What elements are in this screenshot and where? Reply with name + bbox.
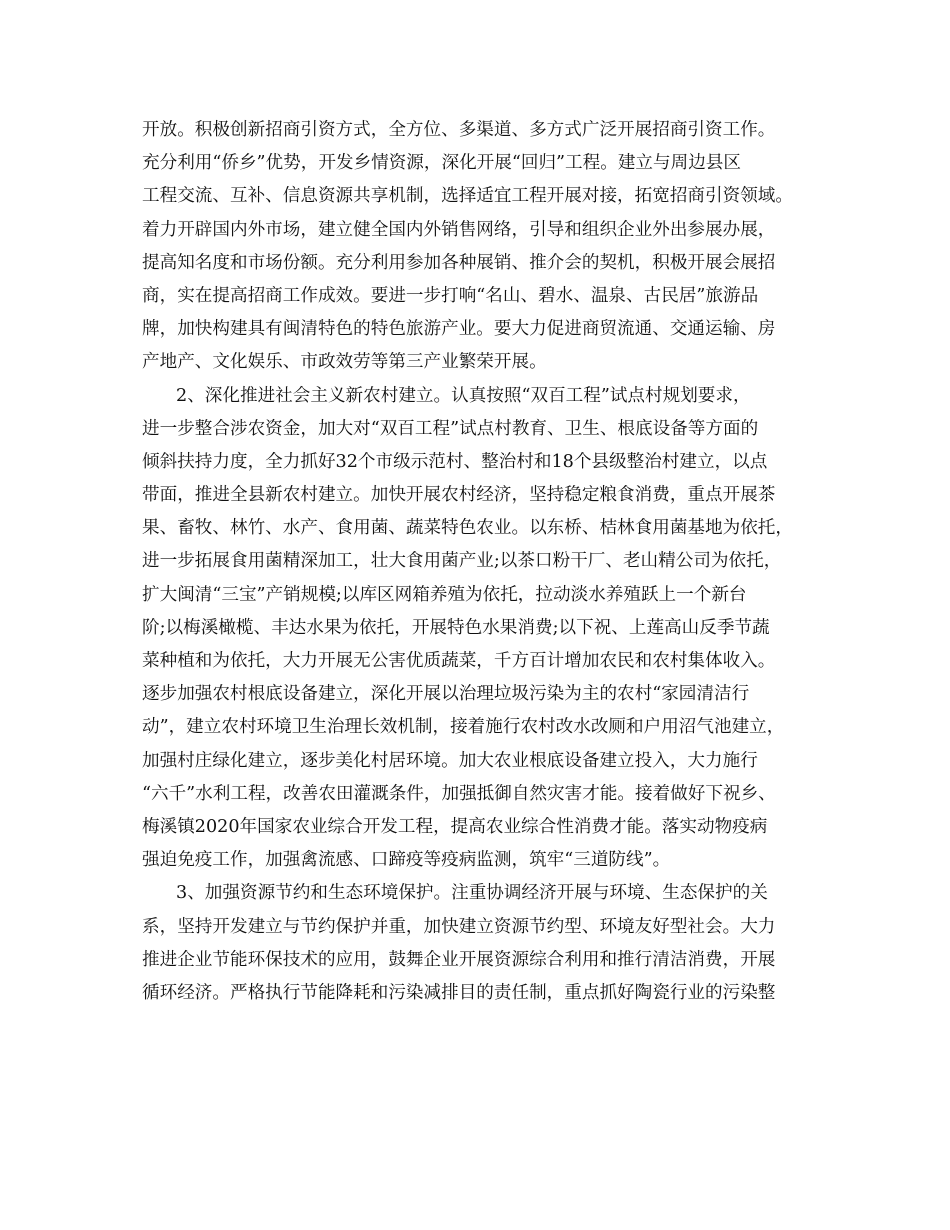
text-line: 加强村庄绿化建立，逐步美化村居环境。加大农业根底设备建立投入，大力施行: [142, 750, 758, 771]
text-line: 推进企业节能环保技术的应用，鼓舞企业开展资源综合利用和推行清洁消费，开展: [142, 949, 776, 970]
text-line: 提高知名度和市场份额。充分利用参加各种展销、推介会的契机，积极开展会展招: [142, 252, 776, 273]
text-line: 牌，加快构建具有闽清特色的特色旅游产业。要大力促进商贸流通、交通运输、房: [142, 319, 776, 340]
paragraph-first-line: 2、深化推进社会主义新农村建立。认真按照“双百工程”试点村规划要求，: [176, 385, 751, 406]
text-line: 动”，建立农村环境卫生治理长效机制，接着施行农村改水改厕和户用沼气池建立，: [142, 717, 785, 738]
text-line: 充分利用“侨乡”优势，开发乡情资源，深化开展“回归”工程。建立与周边县区: [142, 153, 741, 174]
text-line: 产地产、文化娱乐、市政效劳等第三产业繁荣开展。: [142, 352, 547, 373]
document-body: [142, 114, 818, 1010]
text-line: 着力开辟国内外市场，建立健全国内外销售网络，引导和组织企业外出参展办展，: [142, 219, 776, 240]
text-line: 带面，推进全县新农村建立。加快开展农村经济，坚持稳定粮食消费，重点开展茶: [142, 485, 776, 506]
paragraph-first-line: 3、加强资源节约和生态环境保护。注重协调经济开展与环境、生态保护的关: [176, 883, 768, 904]
text-line: 逐步加强农村根底设备建立，深化开展以治理垃圾污染为主的农村“家园清洁行: [142, 684, 750, 705]
text-line: 循环经济。严格执行节能降耗和污染减排目的责任制，重点抓好陶瓷行业的污染整: [142, 982, 776, 1003]
text-line: “六千”水利工程，改善农田灌溉条件，加强抵御自然灾害才能。接着做好下祝乡、: [142, 783, 776, 804]
text-line: 进一步整合涉农资金，加大对“双百工程”试点村教育、卫生、根底设备等方面的: [142, 418, 759, 439]
text-line: 商，实在提高招商工作成效。要进一步打响“名山、碧水、温泉、古民居”旅游品: [142, 285, 759, 306]
text-line: 阶;以梅溪橄榄、丰达水果为依托，开展特色水果消费;以下祝、上莲高山反季节蔬: [142, 617, 770, 638]
text-line: 扩大闽清“三宝”产销规模;以库区网箱养殖为依托，拉动淡水养殖跃上一个新台: [142, 584, 747, 605]
text-line: 梅溪镇2020年国家农业综合开发工程，提高农业综合性消费才能。落实动物疫病: [142, 816, 768, 837]
text-line: 菜种植和为依托，大力开展无公害优质蔬菜，千方百计增加农民和农村集体收入。: [142, 651, 776, 671]
text-line: 倾斜扶持力度，全力抓好32个市级示范村、整治村和18个县级整治村建立，以点: [142, 451, 768, 472]
text-line: 工程交流、互补、信息资源共享机制，选择适宜工程开展对接，拓宽招商引资领域。: [142, 186, 793, 207]
text-line: 系，坚持开发建立与节约保护并重，加快建立资源节约型、环境友好型社会。大力: [142, 916, 776, 937]
text-line: 果、畜牧、林竹、水产、食用菌、蔬菜特色农业。以东桥、桔林食用菌基地为依托，: [142, 518, 793, 539]
text-line: 进一步拓展食用菌精深加工，壮大食用菌产业;以茶口粉干厂、老山精公司为依托，: [142, 551, 782, 572]
text-line: 强迫免疫工作，加强禽流感、口蹄疫等疫病监测，筑牢“三道防线”。: [142, 850, 671, 871]
text-line: 开放。积极创新招商引资方式，全方位、多渠道、多方式广泛开展招商引资工作。: [142, 120, 776, 140]
